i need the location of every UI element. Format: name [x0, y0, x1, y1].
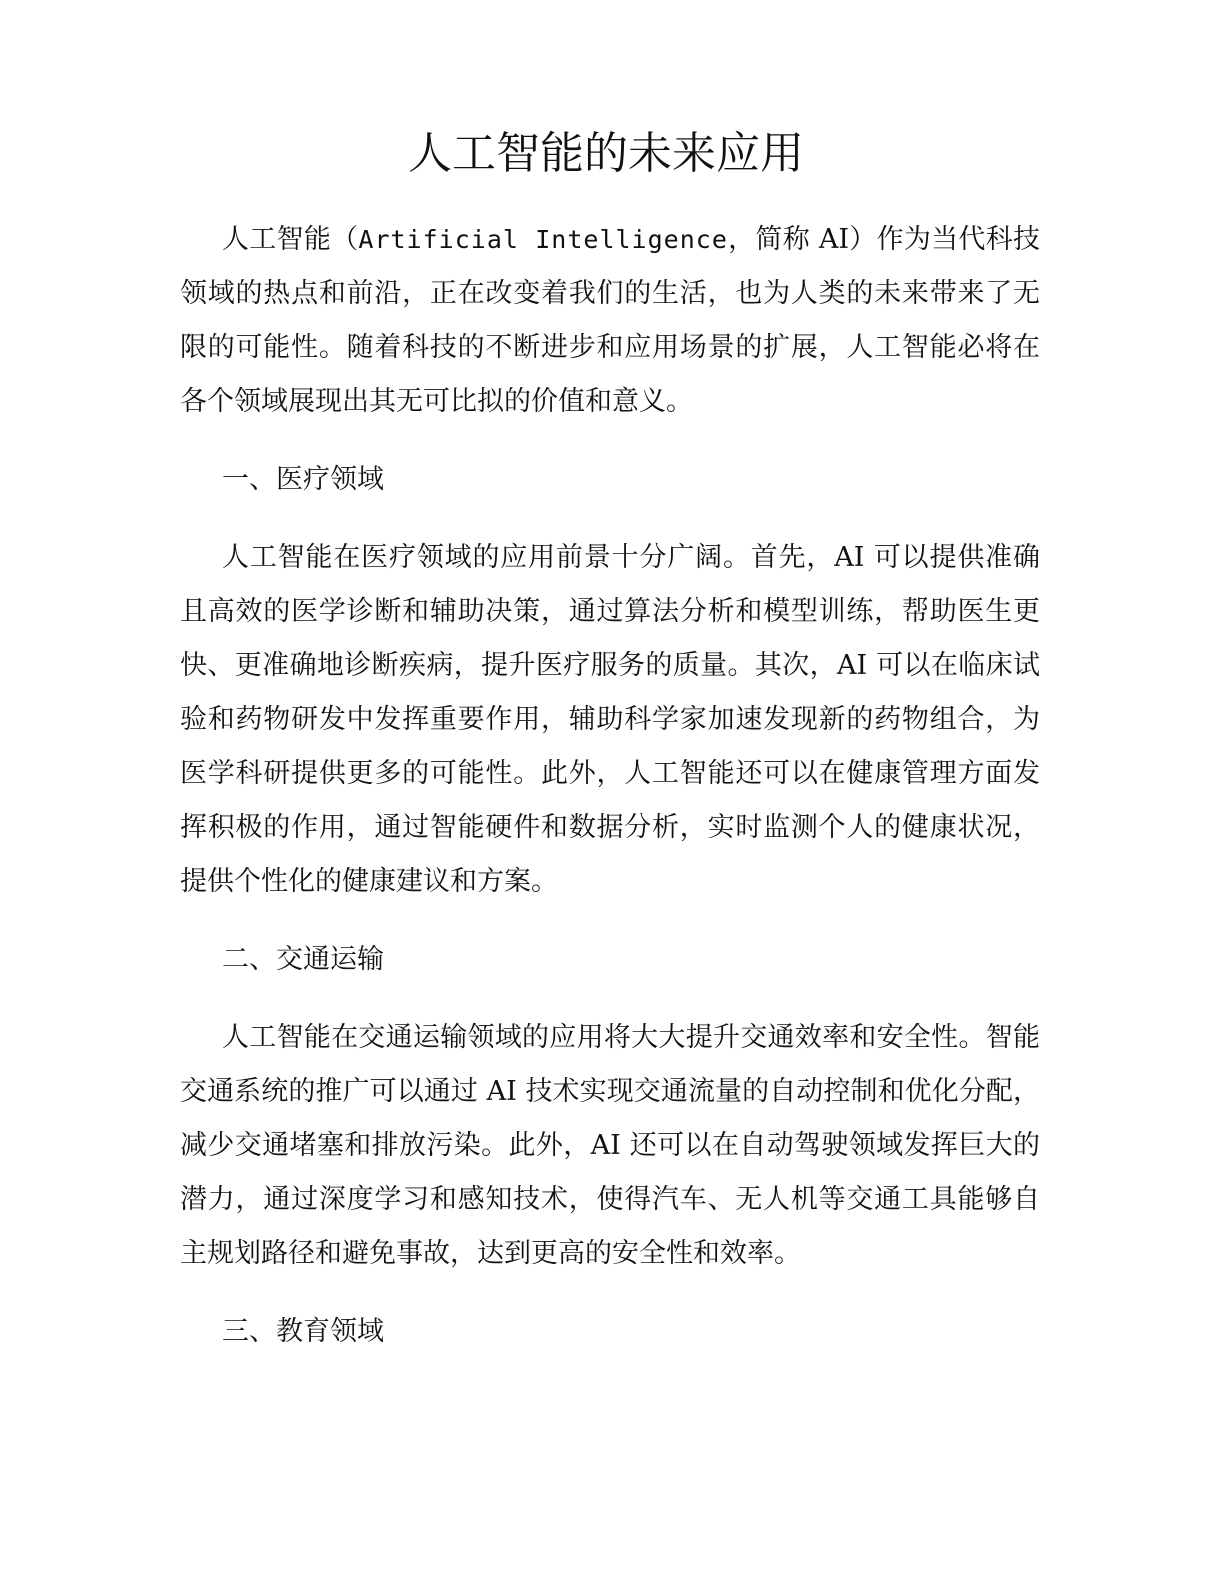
paragraph-spacer	[180, 987, 1040, 1011]
section-body-transport: 人工智能在交通运输领域的应用将大大提升交通效率和安全性。智能交通系统的推广可以通过 AI 技术实现交通流量的自动控制和优化分配，减少交通堵塞和排放污染。此外，AI 还可以在自动驾驶领域发挥巨大的潜力，通过深度学习和感知技术，使得汽车、无人机等交通工具能够自主规划路径和避免事故，达到更高的安全性和效率。	[180, 1022, 1040, 1269]
intro-text-rest: ，简称 AI）作为当代科技领域的热点和前沿，正在改变着我们的生活，也为人类的未来带来了无限的可能性。随着科技的不断进步和应用场景的扩展，人工智能必将在各个领域展现出其无可比拟的价值和意义。	[180, 224, 1040, 417]
paragraph-spacer	[180, 909, 1040, 933]
section-heading-transport: 二、交通运输	[222, 944, 384, 975]
paragraph-spacer	[180, 507, 1040, 531]
document-title: 人工智能的未来应用	[408, 128, 804, 179]
paragraph-spacer	[180, 1281, 1040, 1305]
intro-english-term: Artificial Intelligence	[358, 225, 728, 254]
section-body-medical: 人工智能在医疗领域的应用前景十分广阔。首先，AI 可以提供准确且高效的医学诊断和辅助决策，通过算法分析和模型训练，帮助医生更快、更准确地诊断疾病，提升医疗服务的质量。其次，AI 可以在临床试验和药物研发中发挥重要作用，辅助科学家加速发现新的药物组合，为医学科研提供更多的可能性。此外，人工智能还可以在健康管理方面发挥积极的作用，通过智能硬件和数据分析，实时监测个人的健康状况，提供个性化的健康建议和方案。	[180, 542, 1040, 897]
section-heading-medical: 一、医疗领域	[222, 464, 384, 495]
section-heading-education: 三、教育领域	[222, 1316, 384, 1347]
intro-paragraph	[180, 213, 1040, 429]
document-body	[180, 213, 1040, 1359]
paragraph-spacer	[180, 429, 1040, 453]
intro-text-start: 人工智能（	[222, 224, 359, 255]
